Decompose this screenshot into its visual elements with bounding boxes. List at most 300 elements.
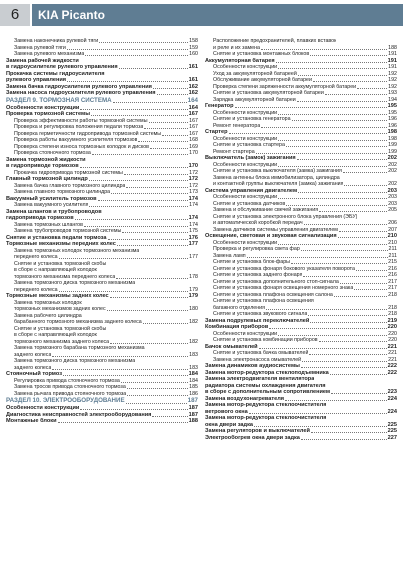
- leader-dots: [278, 198, 387, 199]
- leader-dots: [310, 322, 386, 323]
- toc-entry-title: Особенности конструкции: [213, 330, 278, 337]
- toc-entry-title: Обслуживание аккумуляторной батареи: [213, 77, 312, 83]
- toc-entry-title: в сборе с направляющей колодок: [14, 332, 97, 338]
- leader-dots: [126, 403, 187, 404]
- leader-dots: [67, 81, 188, 82]
- toc-entry-page: 187: [187, 397, 198, 404]
- toc-entry-title: Замена воздухонагревателя: [205, 395, 285, 402]
- leader-dots: [278, 114, 387, 115]
- leader-dots: [110, 297, 188, 298]
- toc-entry-page: 206: [388, 220, 397, 226]
- toc-entry-title: переднего колеса: [14, 254, 58, 260]
- toc-entry-title: Освещение, световая и звуковая сигнализация: [205, 233, 337, 239]
- toc-entry-title: в гидроприводе тормозов: [6, 163, 79, 169]
- toc-entry-title: ветрового окна: [205, 408, 248, 415]
- toc-entry-page: 222: [387, 369, 397, 376]
- leader-dots: [304, 224, 388, 225]
- toc-entry-title: Снятие и установка электронного блока управления (ЭБУ): [213, 213, 358, 220]
- toc-entry-page: 168: [189, 137, 198, 143]
- toc-entry-title: Замена мотор-редуктора стеклоподъемника: [205, 369, 329, 376]
- toc-entry-page: 183: [189, 351, 198, 358]
- toc-entry-title: Снятие и установка тормозной скобы: [14, 325, 107, 332]
- toc-column-left: [6, 38, 198, 425]
- leader-dots: [126, 187, 188, 188]
- toc-entry-title: Проверка работы вакуумного усилителя тормозов: [14, 137, 138, 143]
- toc-entry-title: Снятие и установка фонаря бокового указателя поворота: [213, 265, 355, 272]
- leader-dots: [111, 193, 188, 194]
- leader-dots: [291, 263, 387, 264]
- leader-dots: [144, 128, 188, 129]
- toc-entry-page: 218: [388, 304, 397, 311]
- toc-entry-page: 202: [388, 168, 397, 174]
- toc-entry-page: 218: [388, 311, 397, 317]
- toc-entry-title: Снятие и установка монтажных блоков: [213, 51, 310, 57]
- leader-dots: [247, 257, 388, 258]
- leader-dots: [278, 166, 387, 167]
- toc-entry-title: Замена датчиков системы управления двигателем: [213, 226, 338, 233]
- toc-entry-title: Снятие и установка педали тормоза: [6, 234, 107, 241]
- leader-dots: [344, 185, 387, 186]
- toc-entry-title: Замена и обслуживание свечей зажигания: [213, 207, 319, 213]
- toc-entry-title: Особенности конструкции: [6, 104, 80, 111]
- leader-dots: [285, 400, 387, 401]
- toc-entry-title: Выключатель (замок) зажигания: [205, 155, 296, 161]
- leader-dots: [99, 42, 188, 43]
- leader-dots: [107, 310, 189, 311]
- leader-dots: [229, 133, 387, 134]
- toc-entry: [205, 435, 397, 442]
- leader-dots: [58, 422, 188, 423]
- toc-entry-page: 172: [188, 176, 198, 182]
- leader-dots: [286, 146, 387, 147]
- toc-entry-title: Замена тросов привода стояночного тормоза: [14, 384, 126, 390]
- leader-dots: [276, 62, 387, 63]
- leader-dots: [298, 192, 387, 193]
- toc-entry-page: 164: [187, 96, 198, 104]
- leader-dots: [153, 88, 188, 89]
- toc-entry-page: 217: [388, 285, 397, 291]
- toc-entry-title: Снятие и установка блок-фары: [213, 259, 290, 265]
- leader-dots: [334, 296, 387, 297]
- toc-entry-title: барабанного тормозного механизма заднего колеса: [14, 319, 142, 325]
- toc-entry-title: Проверка герметичности гидропривода тормозной системы: [14, 130, 162, 137]
- toc-entry-title: Замена главного тормозного цилиндра: [14, 189, 111, 195]
- leader-dots: [110, 343, 188, 344]
- leader-dots: [59, 258, 189, 259]
- leader-dots: [354, 289, 387, 290]
- leader-dots: [319, 341, 388, 342]
- toc-entry-page: 198: [388, 135, 397, 142]
- toc-entry-page: 173: [189, 189, 198, 195]
- toc-entry-title: Снятие и установка дополнительного стоп-сигнала: [213, 278, 339, 285]
- toc-entry-page: 194: [388, 96, 397, 103]
- toc-entry-title: Диагностика неисправностей электрооборудования: [6, 411, 152, 418]
- toc-entry-page: 174: [188, 215, 198, 221]
- toc-entry-title: Снятие и установка бачка омывателей: [213, 350, 309, 356]
- toc-entry-title: Снятие и установка аккумуляторной батареи: [213, 90, 324, 96]
- toc-entry-page: 172: [189, 169, 198, 176]
- toc-entry-title: Бачок омывателей: [205, 343, 258, 350]
- leader-dots: [249, 413, 387, 414]
- toc-entry-title: Проверка тормозной системы: [6, 111, 90, 117]
- toc-entry-title: Ремонт генератора: [213, 122, 261, 129]
- toc-entry-title: Замена подрулевых переключателей: [205, 317, 310, 324]
- toc-entry-page: 222: [387, 363, 397, 369]
- toc-entry-title: Особенности конструкции: [213, 64, 278, 70]
- leader-dots: [309, 354, 387, 355]
- toc-entry-title: Замена рычага привода стояночного тормоза: [14, 390, 127, 397]
- toc-entry-title: в сборе с направляющей колодок: [14, 267, 97, 273]
- toc-entry-title: Замена бачка главного тормозного цилиндра: [14, 182, 126, 189]
- toc-entry-title: Снятие и установка заднего фонаря: [213, 272, 303, 278]
- leader-dots: [301, 250, 388, 251]
- leader-dots: [338, 237, 387, 238]
- leader-dots: [152, 416, 187, 417]
- toc-entry-title: багажного отделения: [213, 304, 265, 311]
- toc-entry-title: заднего колеса: [14, 351, 52, 358]
- page-header: [0, 0, 403, 28]
- brand-title: KIA Picanto: [38, 8, 105, 22]
- toc-entry-title: гидропривода тормозов: [6, 215, 74, 221]
- toc-entry-title: Уход за аккумуляторной батареей: [213, 70, 297, 77]
- toc-entry-page: 167: [188, 111, 198, 117]
- leader-dots: [59, 291, 189, 292]
- leader-dots: [261, 127, 387, 128]
- toc-entry-title: Регулировка привода стояночного тормоза: [14, 377, 120, 384]
- toc-entry-page: 161: [188, 64, 198, 70]
- toc-entry-title: Замена наконечника рулевой тяги: [14, 38, 99, 44]
- toc-entry-title: Проверка стояночного тормоза: [14, 150, 91, 156]
- toc-entry-page: 174: [189, 202, 198, 208]
- toc-entry-title: Электрообогрев окна двери задка: [205, 434, 300, 441]
- toc-entry-page: 191: [388, 51, 397, 57]
- toc-entry-page: 159: [189, 44, 198, 51]
- leader-dots: [149, 122, 189, 123]
- toc-entry-page: 182: [189, 319, 198, 325]
- toc-entry-page: 191: [387, 57, 397, 64]
- toc-entry-page: 191: [388, 64, 397, 70]
- toc-entry-title: Замена тормозного диска тормозного механизма: [14, 280, 136, 286]
- toc-entry-page: 202: [388, 181, 397, 187]
- leader-dots: [75, 219, 188, 220]
- leader-dots: [311, 432, 387, 433]
- toc-entry-title: Проверка степени износа тормозных колодок и дисков: [14, 143, 149, 150]
- toc-entry-page: 188: [188, 418, 198, 424]
- toc-entry-title: Главный тормозной цилиндр: [6, 176, 88, 182]
- toc-entry-title: Замена бачка гидроусилителя рулевого управления: [6, 83, 152, 90]
- leader-dots: [269, 328, 386, 329]
- toc-entry-page: 186: [189, 390, 198, 397]
- toc-entry-page: 187: [188, 411, 198, 418]
- toc-entry-page: 183: [189, 364, 198, 371]
- toc-entry-page: 218: [388, 291, 397, 298]
- toc-entry-title: Замена динамиков аудиосистемы: [205, 363, 300, 369]
- toc-entry-page: 158: [189, 38, 198, 44]
- toc-entry-page: 196: [388, 116, 397, 122]
- toc-entry-title: Особенности конструкции: [213, 109, 278, 116]
- toc-entry-page: 179: [189, 286, 198, 293]
- leader-dots: [302, 361, 387, 362]
- toc-entry-title: Особенности конструкции: [213, 161, 278, 168]
- toc-entry-title: и контактной группы выключателя (замка) зажигания: [213, 181, 344, 187]
- toc-entry-title: в гидроусилителе рулевого управления: [6, 64, 118, 70]
- toc-entry-page: 184: [189, 377, 198, 384]
- leader-dots: [119, 68, 188, 69]
- toc-entry-title: Генератор: [205, 103, 234, 109]
- leader-dots: [256, 153, 388, 154]
- toc-entry-title: Замена вакуумного усилителя: [14, 202, 89, 208]
- toc-entry-page: 227: [387, 434, 397, 441]
- leader-dots: [89, 206, 188, 207]
- toc-entry-title: Замена рулевого механизма: [14, 51, 85, 57]
- leader-dots: [138, 141, 188, 142]
- toc-entry-page: 193: [388, 90, 397, 96]
- toc-entry-page: 202: [387, 155, 397, 161]
- toc-entry-page: 167: [189, 117, 198, 124]
- toc-entry-title: РАЗДЕЛ 9. ТОРМОЗНАЯ СИСТЕМА: [6, 96, 112, 104]
- leader-dots: [150, 148, 188, 149]
- toc-entry-page: 188: [388, 44, 397, 51]
- toc-entry-title: Особенности конструкции: [213, 135, 278, 142]
- toc-entry-page: 224: [387, 395, 397, 402]
- leader-dots: [313, 81, 387, 82]
- leader-dots: [330, 374, 387, 375]
- toc-entry-page: 217: [388, 278, 397, 285]
- leader-dots: [278, 335, 387, 336]
- toc-entry-page: 192: [388, 83, 397, 90]
- toc-entry-page: 172: [189, 182, 198, 189]
- leader-dots: [63, 375, 188, 376]
- toc-entry-page: 175: [189, 228, 198, 234]
- toc-entry-page: 182: [189, 338, 198, 345]
- toc-entry-title: Зарядка аккумуляторной батареи: [213, 96, 296, 103]
- toc-entry-page: 203: [388, 200, 397, 207]
- toc-entry-page: 177: [189, 254, 198, 260]
- toc-entry-title: Система управления двигателем: [205, 187, 298, 194]
- toc-entry-page: 160: [189, 51, 198, 57]
- leader-dots: [85, 55, 188, 56]
- leader-dots: [357, 88, 387, 89]
- toc-entry-page: 211: [388, 252, 397, 259]
- leader-dots: [124, 174, 188, 175]
- toc-entry-title: РАЗДЕЛ 10. ЭЛЕКТРООБОРУДОВАНИЕ: [6, 397, 125, 404]
- leader-dots: [286, 205, 387, 206]
- toc-entry-page: 167: [189, 124, 198, 130]
- toc-entry-title: рулевого управления: [6, 77, 67, 83]
- toc-entry-title: Стояночный тормоз: [6, 371, 62, 377]
- leader-dots: [319, 211, 387, 212]
- toc-entry-title: тормозного механизма переднего колеса: [14, 273, 116, 280]
- leader-dots: [298, 75, 387, 76]
- leader-dots: [80, 409, 187, 410]
- toc-entry-page: 219: [387, 317, 397, 324]
- leader-dots: [297, 101, 387, 102]
- toc-entry-title: Снятие и установка датчиков: [213, 200, 286, 207]
- toc-entry-title: Замена шлангов и трубопроводов: [6, 208, 102, 215]
- toc-entry-title: Замена насоса гидроусилителя рулевого управления: [6, 90, 156, 96]
- toc-entry-title: Снятие и установка плафона освещения салона: [213, 291, 333, 298]
- toc-entry-title: Снятие и установка плафона освещения: [213, 298, 314, 304]
- toc-entry-page: 179: [188, 293, 198, 299]
- toc-entry-title: Замена тормозных колодок: [14, 299, 82, 306]
- toc-entry-page: 164: [188, 104, 198, 111]
- toc-entry-title: Вакуумный усилитель тормозов: [6, 195, 97, 202]
- toc-entry-page: 176: [188, 234, 198, 241]
- toc-entry-title: радиатора системы охлаждения двигателя: [205, 382, 326, 389]
- toc-entry-title: Замена электродвигателя вентилятора: [205, 376, 315, 382]
- toc-entry-title: Замена рулевой тяги: [14, 44, 66, 51]
- toc-entry-title: Замена мотор-редуктора стеклоочистителя: [205, 402, 327, 408]
- toc-entry-title: Замена рабочего цилиндра: [14, 312, 82, 319]
- toc-entry-title: Снятие и установка фонаря освещения номерного знака: [213, 285, 354, 291]
- toc-entry-page: 192: [388, 70, 397, 77]
- toc-entry-title: Замена рабочей жидкости: [6, 57, 79, 64]
- leader-dots: [108, 239, 188, 240]
- leader-dots: [356, 270, 387, 271]
- leader-dots: [157, 94, 188, 95]
- toc-entry-page: 161: [188, 77, 198, 83]
- leader-dots: [259, 348, 387, 349]
- toc-entry-title: и автоматической коробкой передач: [213, 220, 303, 226]
- toc-entry-page: 162: [188, 83, 198, 90]
- toc-entry-title: переднего колеса: [14, 286, 58, 293]
- leader-dots: [121, 382, 188, 383]
- toc-entry-page: 224: [387, 408, 397, 415]
- leader-dots: [127, 395, 188, 396]
- toc-entry-title: Замена тормозного диска тормозного механизма: [14, 358, 136, 364]
- toc-entry-title: Особенности конструкции: [213, 194, 278, 200]
- toc-entry-title: Тормозные механизмы задних колес: [6, 293, 109, 299]
- leader-dots: [325, 94, 387, 95]
- toc-entry-page: 210: [388, 239, 397, 246]
- leader-dots: [261, 49, 387, 50]
- toc-entry-page: 216: [388, 265, 397, 272]
- leader-dots: [84, 226, 188, 227]
- leader-dots: [127, 388, 188, 389]
- toc-entry-page: 195: [387, 103, 397, 109]
- toc-entry-title: Прокачка системы гидроусилителя: [6, 70, 105, 77]
- toc-entry-page: 221: [387, 343, 397, 350]
- toc-entry-title: тормозных механизмов задних колес: [14, 306, 106, 312]
- toc-entry-page: 220: [388, 330, 397, 337]
- toc-entry-page: 225: [387, 421, 397, 428]
- toc-entry-page: 216: [388, 272, 397, 278]
- toc-entry-page: 221: [388, 350, 397, 356]
- toc-entry-page: 199: [388, 148, 397, 155]
- leader-dots: [278, 244, 387, 245]
- leader-dots: [254, 426, 387, 427]
- leader-dots: [92, 154, 188, 155]
- toc-entry-page: 177: [188, 241, 198, 247]
- toc-entry-page: 202: [388, 161, 397, 168]
- toc-entry-page: 187: [188, 405, 198, 411]
- leader-dots: [52, 369, 188, 370]
- leader-dots: [162, 135, 188, 136]
- toc-entry-page: 170: [188, 163, 198, 169]
- toc-entry-page: 178: [189, 273, 198, 280]
- toc-entry-title: Проверка степени заряженности аккумуляторной батареи: [213, 83, 357, 90]
- leader-dots: [278, 68, 387, 69]
- toc-entry-title: и реле и их замена: [213, 44, 260, 51]
- toc-entry-page: 174: [189, 221, 198, 228]
- toc-entry-page: 162: [188, 90, 198, 96]
- toc-entry-title: Снятие и установка генератора: [213, 116, 291, 122]
- leader-dots: [91, 115, 188, 116]
- toc-entry-title: Прокачка гидропривода тормозной системы: [14, 169, 123, 176]
- leader-dots: [67, 49, 188, 50]
- toc-entry-page: 185: [189, 384, 198, 390]
- toc-entry-page: 167: [189, 130, 198, 137]
- toc-entry-title: Особенности конструкции: [213, 239, 278, 246]
- toc-entry-title: тормозного механизма заднего колеса: [14, 338, 110, 345]
- leader-dots: [297, 159, 387, 160]
- leader-dots: [113, 102, 187, 103]
- leader-dots: [80, 109, 187, 110]
- leader-dots: [89, 180, 188, 181]
- toc-entry-title: Снятие и установка выключателя (замка) зажигания: [213, 168, 342, 174]
- toc-entry-title: Ремонт стартера: [213, 148, 255, 155]
- leader-dots: [266, 309, 387, 310]
- leader-dots: [52, 356, 188, 357]
- leader-dots: [122, 232, 188, 233]
- leader-dots: [303, 276, 387, 277]
- toc-entry-title: Замена ламп: [213, 252, 246, 259]
- leader-dots: [235, 107, 387, 108]
- toc-entry-title: Замена трубопроводов тормозной системы: [14, 228, 122, 234]
- toc-entry-title: Монтажные блоки: [6, 418, 57, 424]
- toc-entry: [6, 97, 198, 105]
- toc-entry-page: 221: [388, 356, 397, 363]
- toc-entry-title: Аккумуляторная батарея: [205, 57, 275, 64]
- toc-entry: [6, 397, 198, 405]
- leader-dots: [117, 245, 188, 246]
- toc-entry-page: 203: [388, 194, 397, 200]
- toc-entry-title: Замена тормозного барабана тормозного механизма: [14, 345, 145, 351]
- toc-entry-page: 195: [388, 109, 397, 116]
- toc-entry-page: 220: [388, 337, 397, 343]
- leader-dots: [308, 315, 387, 316]
- toc-entry-page: 184: [188, 371, 198, 377]
- toc-entry-title: Замена тормозной жидкости: [6, 156, 86, 163]
- toc-entry-title: Проверка эффективности работы тормозной системы: [14, 117, 148, 124]
- toc-entry-page: 169: [189, 143, 198, 150]
- toc-entry-page: 203: [387, 187, 397, 194]
- leader-dots: [116, 278, 188, 279]
- toc-entry-title: Замена электронасоса омывателей: [213, 356, 302, 363]
- toc-entry-title: Снятие и установка стартера: [213, 142, 285, 148]
- toc-entry-title: Стартер: [205, 129, 228, 135]
- leader-dots: [340, 283, 387, 284]
- toc-entry-title: Снятие и установка комбинации приборов: [213, 337, 318, 343]
- leader-dots: [310, 55, 387, 56]
- toc-entry-page: 225: [387, 428, 397, 434]
- leader-dots: [143, 323, 188, 324]
- leader-dots: [339, 231, 387, 232]
- toc-entry-title: Замена регуляторов и выключателей: [205, 428, 310, 434]
- toc-entry-title: Замена тормозных колодок тормозного механизма: [14, 247, 140, 254]
- toc-entry-page: 174: [188, 195, 198, 202]
- toc-entry-title: Особенности конструкции: [6, 405, 80, 411]
- leader-dots: [343, 172, 387, 173]
- toc-entry-page: 215: [388, 259, 397, 265]
- toc-entry-page: 223: [387, 389, 397, 395]
- toc-entry-title: Замена тормозных шлангов: [14, 221, 83, 228]
- toc-entry-page: 198: [387, 129, 397, 135]
- toc-entry-page: 196: [388, 122, 397, 129]
- toc-entry-title: заднего колеса: [14, 364, 52, 371]
- leader-dots: [80, 167, 188, 168]
- leader-dots: [278, 140, 387, 141]
